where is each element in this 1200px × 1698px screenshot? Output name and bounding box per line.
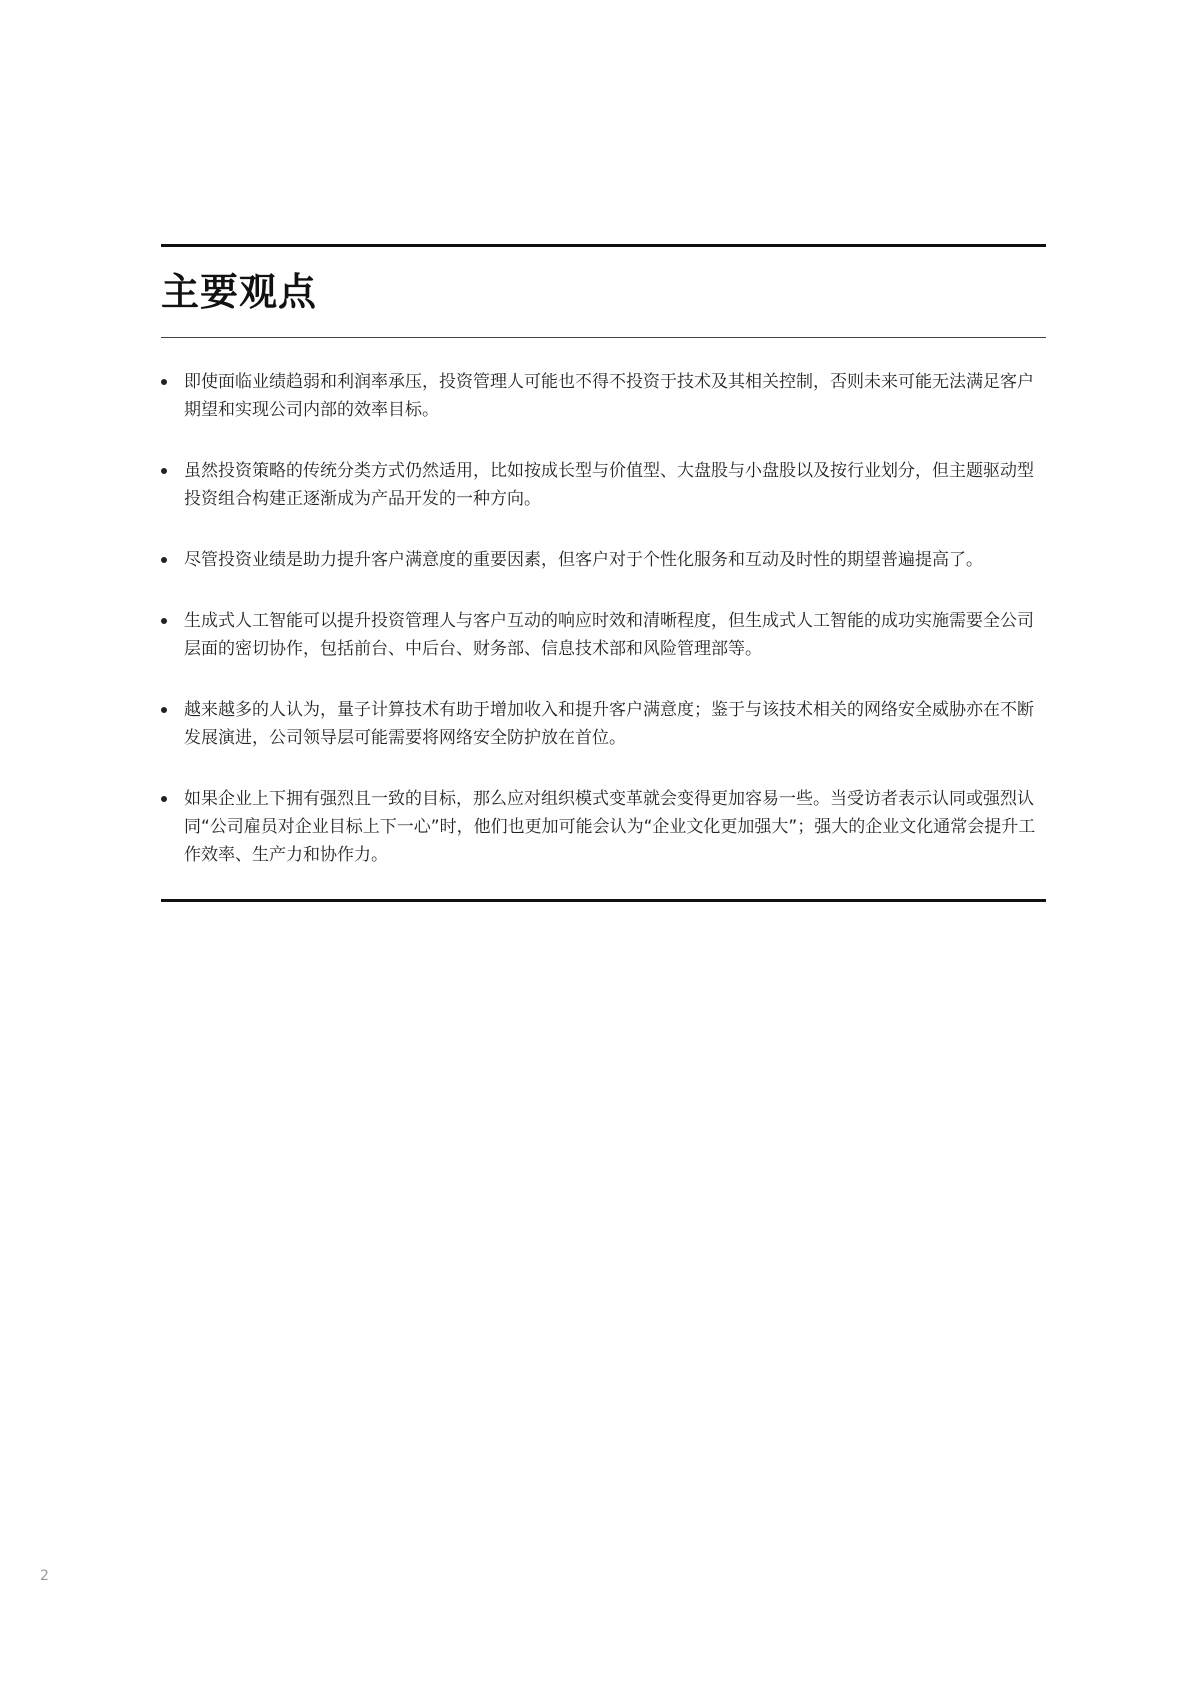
bottom-divider <box>161 899 1046 902</box>
key-points-section <box>161 244 1046 902</box>
bullet-icon <box>161 379 167 385</box>
bullet-icon <box>161 557 167 563</box>
key-point-text: 尽管投资业绩是助力提升客户满意度的重要因素，但客户对于个性化服务和互动及时性的期望普遍提高了。 <box>184 550 983 570</box>
bullet-icon <box>161 468 167 474</box>
key-points-list <box>161 338 1046 869</box>
key-point-text: 生成式人工智能可以提升投资管理人与客户互动的响应时效和清晰程度，但生成式人工智能的成功实施需要全公司层面的密切协作，包括前台、中后台、财务部、信息技术部和风险管理部等。 <box>184 611 1034 659</box>
key-point-5 <box>161 696 1046 752</box>
key-point-text: 越来越多的人认为，量子计算技术有助于增加收入和提升客户满意度；鉴于与该技术相关的网络安全威胁亦在不断发展演进，公司领导层可能需要将网络安全防护放在首位。 <box>184 700 1034 748</box>
bullet-icon <box>161 707 167 713</box>
key-point-2 <box>161 457 1046 513</box>
bullet-icon <box>161 796 167 802</box>
section-title: 主要观点 <box>161 270 318 314</box>
key-point-text: 即使面临业绩趋弱和利润率承压，投资管理人可能也不得不投资于技术及其相关控制，否则未来可能无法满足客户期望和实现公司内部的效率目标。 <box>184 372 1034 420</box>
key-point-6 <box>161 785 1046 869</box>
key-point-3 <box>161 546 1046 574</box>
key-point-text: 如果企业上下拥有强烈且一致的目标，那么应对组织模式变革就会变得更加容易一些。当受访者表示认同或强烈认同“公司雇员对企业目标上下一心”时，他们也更加可能会认为“企业文化更加强大”；强大的企业文化通常会提升工作效率、生产力和协作力。 <box>184 789 1036 865</box>
page-number: 2 <box>40 1568 49 1584</box>
bullet-icon <box>161 618 167 624</box>
key-point-1 <box>161 368 1046 424</box>
key-point-text: 虽然投资策略的传统分类方式仍然适用，比如按成长型与价值型、大盘股与小盘股以及按行业划分，但主题驱动型投资组合构建正逐渐成为产品开发的一种方向。 <box>184 461 1034 509</box>
key-point-4 <box>161 607 1046 663</box>
